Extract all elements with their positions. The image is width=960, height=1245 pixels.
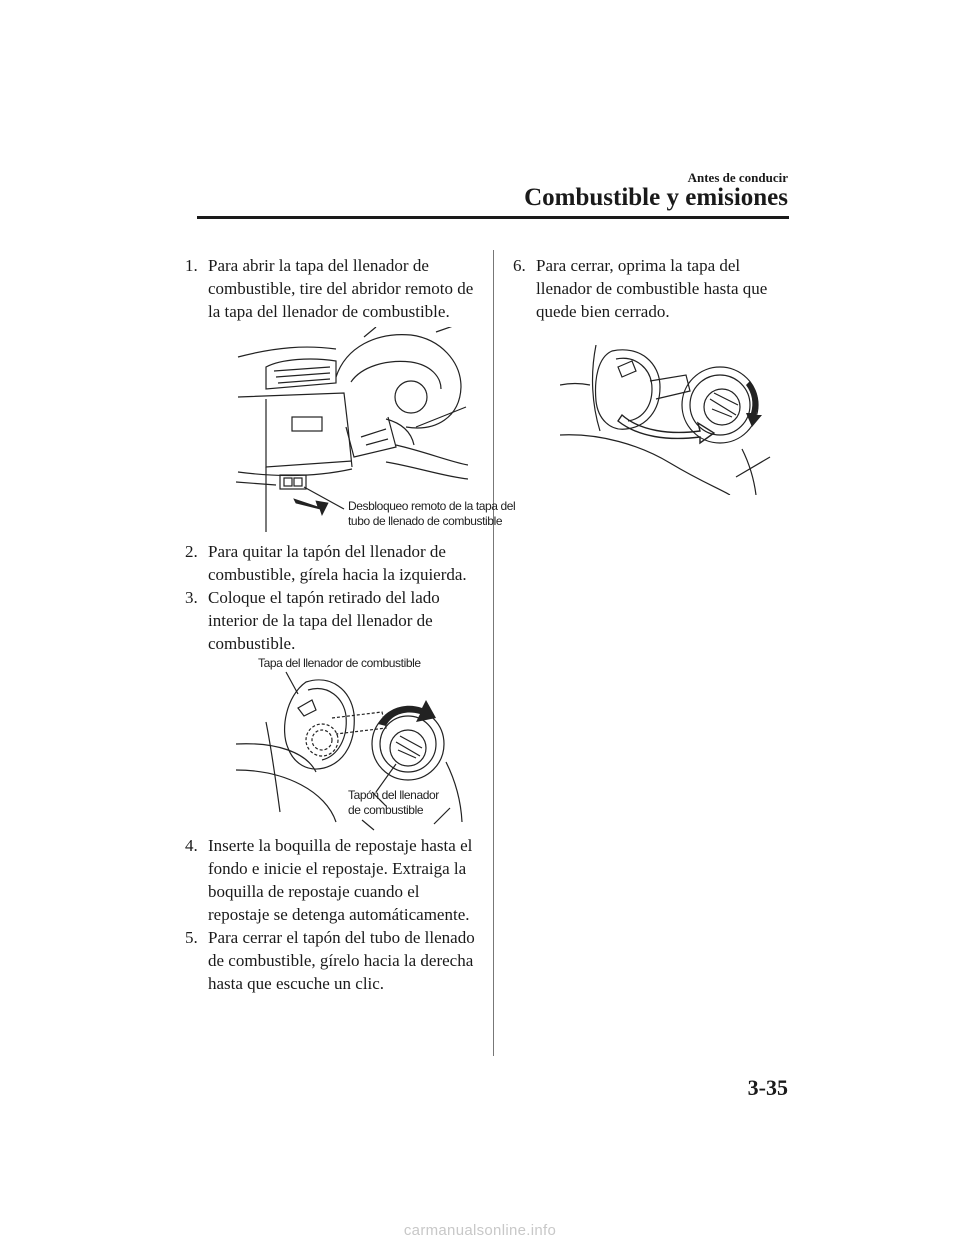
pull-arrow-icon [294, 499, 328, 515]
step-1 [185, 254, 485, 323]
step-text: Coloque el tapón retirado del lado interior de la tapa del llenador de combustible. [208, 588, 440, 653]
step-text: Para quitar la tapón del llenador de combustible, gírela hacia la izquierda. [208, 542, 467, 584]
step-number: 6. [513, 256, 526, 275]
rotate-left-arrow-icon [378, 700, 436, 726]
close-arrow-icon [618, 415, 714, 443]
chapter-title: Antes de conducir [687, 170, 788, 185]
column-divider [493, 250, 494, 1056]
step-number: 1. [185, 256, 198, 275]
step-number: 3. [185, 588, 198, 607]
step-number: 4. [185, 836, 198, 855]
rotate-right-arrow-icon [746, 381, 762, 427]
section-title: Combustible y emisiones [524, 184, 788, 211]
door-label: Tapa del llenador de combustible [258, 656, 421, 670]
watermark-text: carmanualsonline.info [403, 1222, 557, 1239]
page-number: 3-35 [747, 1075, 788, 1100]
step-text: Para abrir la tapa del llenador de combustible, tire del abridor remoto de la tapa del llenador de combustible. [208, 256, 474, 321]
step-6 [513, 254, 793, 323]
step-2 [185, 540, 485, 586]
release-label-line2: tubo de llenado de combustible [348, 514, 503, 528]
step-text: Para cerrar, oprima la tapa del llenador de combustible hasta que quede bien cerrado. [536, 256, 768, 321]
step-3 [185, 586, 485, 655]
step-number: 2. [185, 542, 198, 561]
step-4 [185, 834, 485, 926]
fuel-door-close-drawing [560, 345, 780, 495]
cap-label-line1: Tapón del llenador [348, 788, 439, 802]
cap-label-line2: de combustible [348, 803, 424, 817]
step-5 [185, 926, 485, 995]
release-label-line1: Desbloqueo remoto de la tapa del [348, 499, 516, 513]
fuel-door-release-illustration [236, 327, 516, 532]
header-rule [197, 216, 789, 219]
fuel-door-closing-illustration [560, 345, 780, 495]
step-text: Para cerrar el tapón del tubo de llenado de combustible, gírelo hacia la derecha hasta que escuche un clic. [208, 928, 475, 993]
fuel-cap-removed-illustration [236, 652, 468, 832]
step-number: 5. [185, 928, 198, 947]
step-text: Inserte la boquilla de repostaje hasta el fondo e inicie el repostaje. Extraiga la boquilla de repostaje cuando el repostaje se detenga automáticamente. [208, 836, 473, 924]
